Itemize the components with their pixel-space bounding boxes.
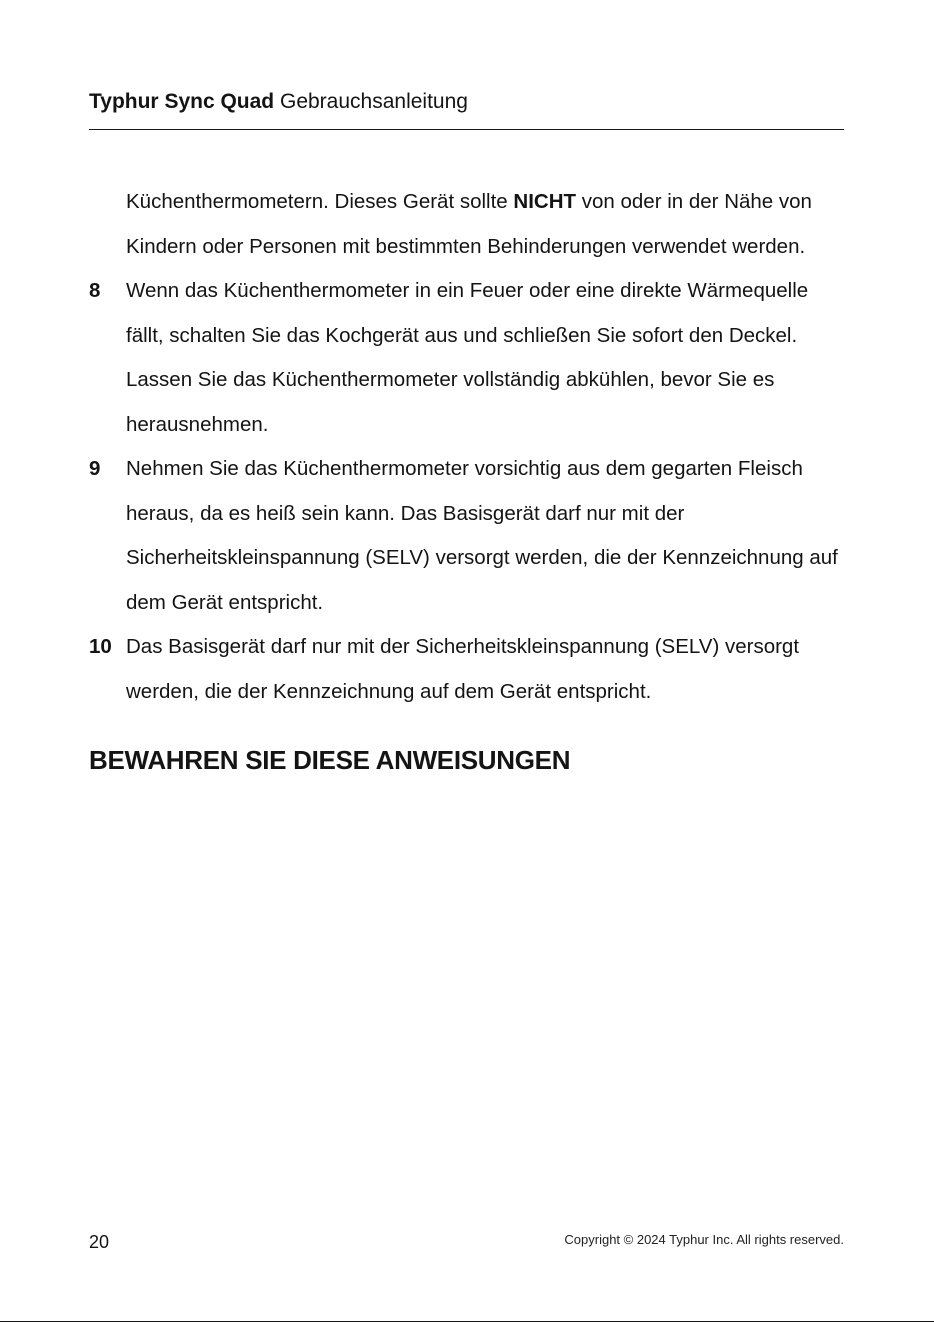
- header-divider: [89, 129, 844, 130]
- list-number: 9: [89, 457, 101, 480]
- emphasis-text: NICHT: [513, 190, 577, 213]
- text-segment: von oder in der Nähe von Kindern oder Personen mit bestimmten Behinderungen verwendet werden.: [126, 190, 812, 258]
- copyright-notice: Copyright © 2024 Typhur Inc. All rights reserved.: [564, 1232, 844, 1247]
- list-item-8: [89, 269, 844, 447]
- list-item-continued: [89, 180, 844, 269]
- list-item-10: [89, 625, 844, 714]
- text-segment: Küchenthermometern. Dieses Gerät sollte: [126, 190, 514, 213]
- list-item-text: Nehmen Sie das Küchenthermometer vorsichtig aus dem gegarten Fleisch heraus, da es heiß sein kann. Das Basisgerät darf nur mit der Sicherheitskleinspannung (SELV) versorgt werden, die der Kennzeichnung auf dem Gerät entspricht.: [126, 457, 838, 614]
- list-number: 10: [89, 635, 112, 658]
- list-item-text: Das Basisgerät darf nur mit der Sicherheitskleinspannung (SELV) versorgt werden, die der Kennzeichnung auf dem Gerät entspricht.: [126, 635, 800, 703]
- page-bottom-border: [0, 1321, 934, 1322]
- product-name: Typhur Sync Quad: [89, 90, 275, 113]
- list-item-text: [126, 180, 844, 269]
- instruction-list: [89, 180, 844, 714]
- list-number: 8: [89, 279, 101, 302]
- document-type: Gebrauchsanleitung: [279, 90, 468, 113]
- page-header: [89, 88, 844, 116]
- list-item-9: [89, 447, 844, 625]
- page-number: 20: [89, 1232, 110, 1252]
- section-heading: BEWAHREN SIE DIESE ANWEISUNGEN: [89, 745, 571, 775]
- list-item-text: Wenn das Küchenthermometer in ein Feuer oder eine direkte Wärmequelle fällt, schalten Sie das Kochgerät aus und schließen Sie sofort den Deckel. Lassen Sie das Küchenthermometer vollständig abkühlen, bevor Sie es herausnehmen.: [126, 279, 809, 436]
